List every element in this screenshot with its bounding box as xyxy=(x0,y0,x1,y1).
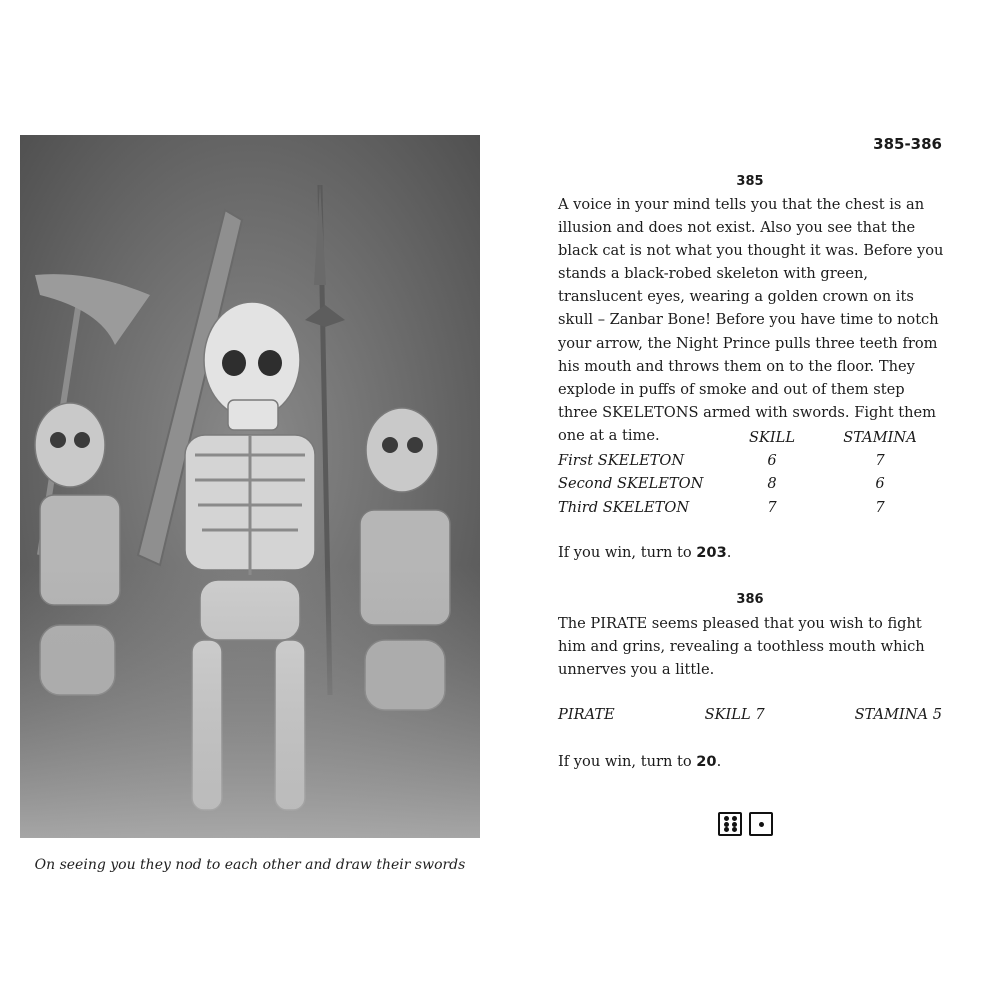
stat-header-name xyxy=(558,426,726,449)
section-386-text: The PIRATE seems pleased that you wish to fight him and grins, revealing a toothless mouth which unnerves you a little. xyxy=(558,615,925,679)
right-page xyxy=(500,0,1000,1000)
pirate-stat-line xyxy=(558,706,942,723)
enemy-name: First SKELETON xyxy=(558,452,685,470)
skeleton-illustration xyxy=(20,135,480,838)
turn-instruction-385 xyxy=(558,544,942,561)
turn-instruction-386 xyxy=(558,753,942,770)
stat-table-header-row xyxy=(558,426,942,449)
turn-target-link[interactable]: 20 xyxy=(696,753,717,770)
die-pip xyxy=(759,822,764,827)
enemy-stamina: 6 xyxy=(875,475,885,493)
die-pip xyxy=(732,827,737,832)
die-pip xyxy=(724,822,729,827)
turn-prefix: If you win, turn to xyxy=(558,753,697,770)
turn-prefix: If you win, turn to xyxy=(558,544,697,561)
turn-suffix: . xyxy=(716,753,722,770)
table-row xyxy=(558,496,942,519)
illustration-caption: On seeing you they nod to each other and draw their swords xyxy=(34,857,466,873)
stat-header-stamina: STAMINA xyxy=(843,429,917,447)
die-pip xyxy=(732,822,737,827)
skeleton-illustration-art xyxy=(20,135,480,838)
enemy-stamina: 7 xyxy=(875,498,885,516)
dice-icons xyxy=(718,812,773,836)
die-pip xyxy=(732,816,737,821)
enemy-name: Third SKELETON xyxy=(558,498,690,516)
enemy-name: Second SKELETON xyxy=(558,475,704,493)
stat-header-skill: SKILL xyxy=(748,429,796,447)
die-one-icon xyxy=(749,812,773,836)
die-pip xyxy=(724,827,729,832)
enemy-stamina: 7 xyxy=(875,452,885,470)
section-number-385: 385 xyxy=(736,174,764,189)
table-row xyxy=(558,449,942,472)
turn-target-link[interactable]: 203 xyxy=(696,544,727,561)
table-row xyxy=(558,472,942,495)
die-six-icon xyxy=(718,812,742,836)
enemy-name: PIRATE xyxy=(558,706,615,723)
enemy-skill: 7 xyxy=(767,498,777,516)
section-385-text: A voice in your mind tells you that the chest is an illusion and does not exist. Also you see that the black cat is not what you thought it was. Before you stands a black-robed skeleton with green, translucent eyes, wearing a golden crown on its skull – Zanbar Bone! Before you have time to notch your arrow, the Night Prince pulls three teeth from his mouth and throws them on to the floor. They explode in puffs of smoke and out of them step three SKELETONS armed with swords. Fight them one at a time. xyxy=(558,196,944,444)
die-pip xyxy=(724,816,729,821)
enemy-skill: SKILL 7 xyxy=(704,706,765,723)
turn-suffix: . xyxy=(726,544,732,561)
enemy-skill: 8 xyxy=(767,475,777,493)
section-number-386: 386 xyxy=(736,592,764,607)
skeleton-stat-table xyxy=(558,426,942,519)
page-range-header: 385-386 xyxy=(873,135,942,153)
enemy-stamina: STAMINA 5 xyxy=(854,706,942,723)
enemy-skill: 6 xyxy=(767,452,777,470)
